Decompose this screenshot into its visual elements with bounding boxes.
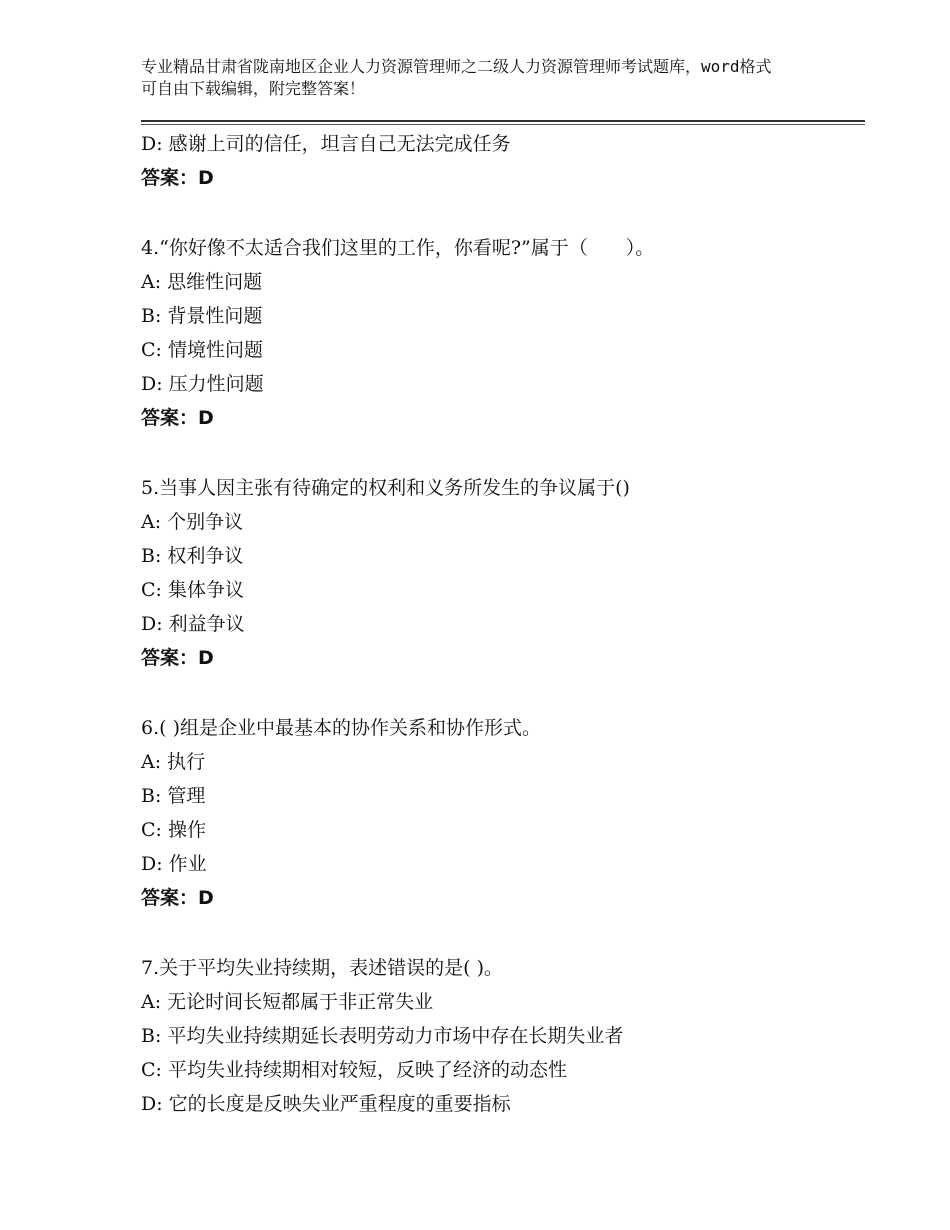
option-b: B: 背景性问题 xyxy=(141,305,263,327)
option-d: D: 压力性问题 xyxy=(141,373,264,395)
answer-label: 答案：D xyxy=(141,167,214,189)
answer-label: 答案：D xyxy=(141,647,214,669)
header-divider-thin xyxy=(141,124,865,125)
question-stem: 7.关于平均失业持续期，表述错误的是( )。 xyxy=(141,957,503,979)
question-stem: 4.“你好像不太适合我们这里的工作，你看呢?”属于（ ）。 xyxy=(141,237,655,259)
question-stem: 6.( )组是企业中最基本的协作关系和协作形式。 xyxy=(141,717,541,739)
option-a: A: 思维性问题 xyxy=(141,271,263,293)
option-c: C: 平均失业持续期相对较短，反映了经济的动态性 xyxy=(141,1059,567,1081)
header-divider-thick xyxy=(141,120,865,122)
option-c: C: 集体争议 xyxy=(141,579,244,601)
option-c: C: 情境性问题 xyxy=(141,339,263,361)
option-b: B: 权利争议 xyxy=(141,545,244,567)
question-block xyxy=(141,471,865,675)
document-header: 专业精品甘肃省陇南地区企业人力资源管理师之二级人力资源管理师考试题库，word格式可自由下载编辑，附完整答案！ xyxy=(141,57,772,98)
option-a: A: 无论时间长短都属于非正常失业 xyxy=(141,991,434,1013)
option-b: B: 平均失业持续期延长表明劳动力市场中存在长期失业者 xyxy=(141,1025,624,1047)
question-block xyxy=(141,951,865,1121)
question-block xyxy=(141,711,865,915)
question-stem: 5.当事人因主张有待确定的权利和义务所发生的争议属于() xyxy=(141,477,630,499)
question-list xyxy=(141,127,865,1121)
option-d: D: 感谢上司的信任，坦言自己无法完成任务 xyxy=(141,133,511,155)
option-a: A: 个别争议 xyxy=(141,511,244,533)
question-block xyxy=(141,231,865,435)
question-block xyxy=(141,127,865,195)
option-d: D: 作业 xyxy=(141,853,207,875)
answer-label: 答案：D xyxy=(141,407,214,429)
option-b: B: 管理 xyxy=(141,785,206,807)
option-d: D: 利益争议 xyxy=(141,613,245,635)
answer-label: 答案：D xyxy=(141,887,214,909)
option-a: A: 执行 xyxy=(141,751,206,773)
option-c: C: 操作 xyxy=(141,819,206,841)
option-d: D: 它的长度是反映失业严重程度的重要指标 xyxy=(141,1093,511,1115)
